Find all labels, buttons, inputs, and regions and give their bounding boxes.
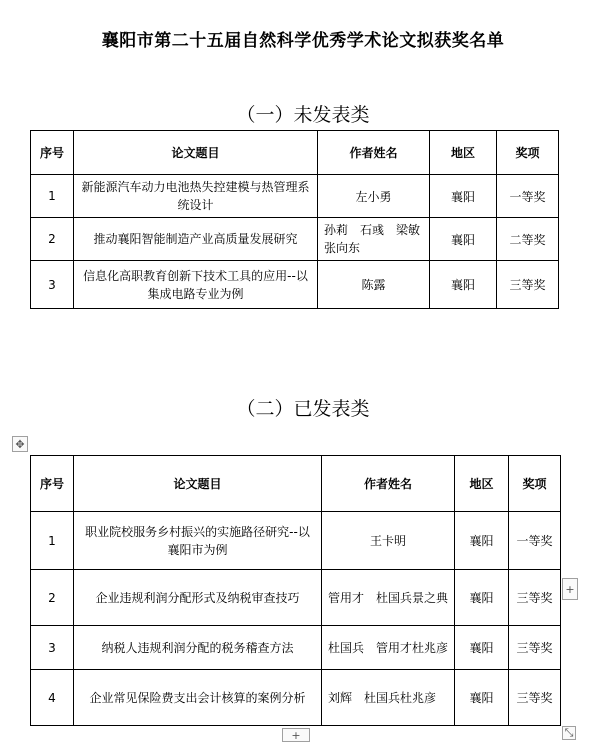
header-no: 序号 bbox=[31, 131, 74, 175]
header-award: 奖项 bbox=[509, 456, 561, 512]
header-paper: 论文题目 bbox=[74, 131, 318, 175]
row-award: 二等奖 bbox=[497, 218, 559, 261]
row-paper: 纳税人违规利润分配的税务稽查方法 bbox=[74, 626, 322, 670]
row-paper: 职业院校服务乡村振兴的实施路径研究--以襄阳市为例 bbox=[74, 512, 322, 570]
add-row-button[interactable]: + bbox=[282, 728, 310, 742]
table-unpublished bbox=[30, 130, 559, 309]
table-move-handle-icon[interactable]: ✥ bbox=[12, 436, 28, 452]
row-award: 三等奖 bbox=[509, 670, 561, 726]
row-author: 陈露 bbox=[318, 261, 430, 309]
row-author: 杜国兵 管用才杜兆彦 bbox=[322, 626, 455, 670]
row-no: 2 bbox=[31, 218, 74, 261]
row-award: 三等奖 bbox=[509, 626, 561, 670]
row-no: 2 bbox=[31, 570, 74, 626]
row-award: 一等奖 bbox=[497, 175, 559, 218]
row-no: 1 bbox=[31, 175, 74, 218]
section-title-published: （二）已发表类 bbox=[236, 398, 370, 420]
row-author: 左小勇 bbox=[318, 175, 430, 218]
header-author: 作者姓名 bbox=[322, 456, 455, 512]
table-row bbox=[31, 175, 559, 218]
table-row bbox=[31, 261, 559, 309]
row-paper: 推动襄阳智能制造产业高质量发展研究 bbox=[74, 218, 318, 261]
header-no: 序号 bbox=[31, 456, 74, 512]
row-author: 孙莉 石彧 梁敏张向东 bbox=[318, 218, 430, 261]
table-header-row bbox=[31, 456, 561, 512]
table-row bbox=[31, 670, 561, 726]
row-author: 刘辉 杜国兵杜兆彦 bbox=[322, 670, 455, 726]
table-row bbox=[31, 512, 561, 570]
row-paper: 信息化高职教育创新下技术工具的应用--以集成电路专业为例 bbox=[74, 261, 318, 309]
document-title: 襄阳市第二十五届自然科学优秀学术论文拟获奖名单 bbox=[101, 31, 505, 51]
table-row bbox=[31, 570, 561, 626]
add-column-button[interactable]: + bbox=[562, 578, 578, 600]
table-resize-handle-icon[interactable]: ⤡ bbox=[562, 726, 576, 740]
row-award: 一等奖 bbox=[509, 512, 561, 570]
header-author: 作者姓名 bbox=[318, 131, 430, 175]
row-no: 3 bbox=[31, 626, 74, 670]
row-region: 襄阳 bbox=[455, 626, 509, 670]
row-author: 管用才 杜国兵景之典 bbox=[322, 570, 455, 626]
header-region: 地区 bbox=[430, 131, 497, 175]
section-title-unpublished: （一）未发表类 bbox=[236, 104, 370, 126]
row-paper: 企业违规利润分配形式及纳税审查技巧 bbox=[74, 570, 322, 626]
row-award: 三等奖 bbox=[509, 570, 561, 626]
table-row bbox=[31, 626, 561, 670]
table-header-row bbox=[31, 131, 559, 175]
row-region: 襄阳 bbox=[430, 175, 497, 218]
header-paper: 论文题目 bbox=[74, 456, 322, 512]
row-author: 王卡明 bbox=[322, 512, 455, 570]
row-region: 襄阳 bbox=[430, 218, 497, 261]
row-region: 襄阳 bbox=[455, 570, 509, 626]
row-award: 三等奖 bbox=[497, 261, 559, 309]
header-region: 地区 bbox=[455, 456, 509, 512]
row-no: 3 bbox=[31, 261, 74, 309]
row-no: 1 bbox=[31, 512, 74, 570]
row-region: 襄阳 bbox=[455, 670, 509, 726]
row-no: 4 bbox=[31, 670, 74, 726]
row-region: 襄阳 bbox=[430, 261, 497, 309]
row-paper: 企业常见保险费支出会计核算的案例分析 bbox=[74, 670, 322, 726]
row-region: 襄阳 bbox=[455, 512, 509, 570]
table-published bbox=[30, 455, 561, 726]
table-row bbox=[31, 218, 559, 261]
header-award: 奖项 bbox=[497, 131, 559, 175]
row-paper: 新能源汽车动力电池热失控建模与热管理系统设计 bbox=[74, 175, 318, 218]
